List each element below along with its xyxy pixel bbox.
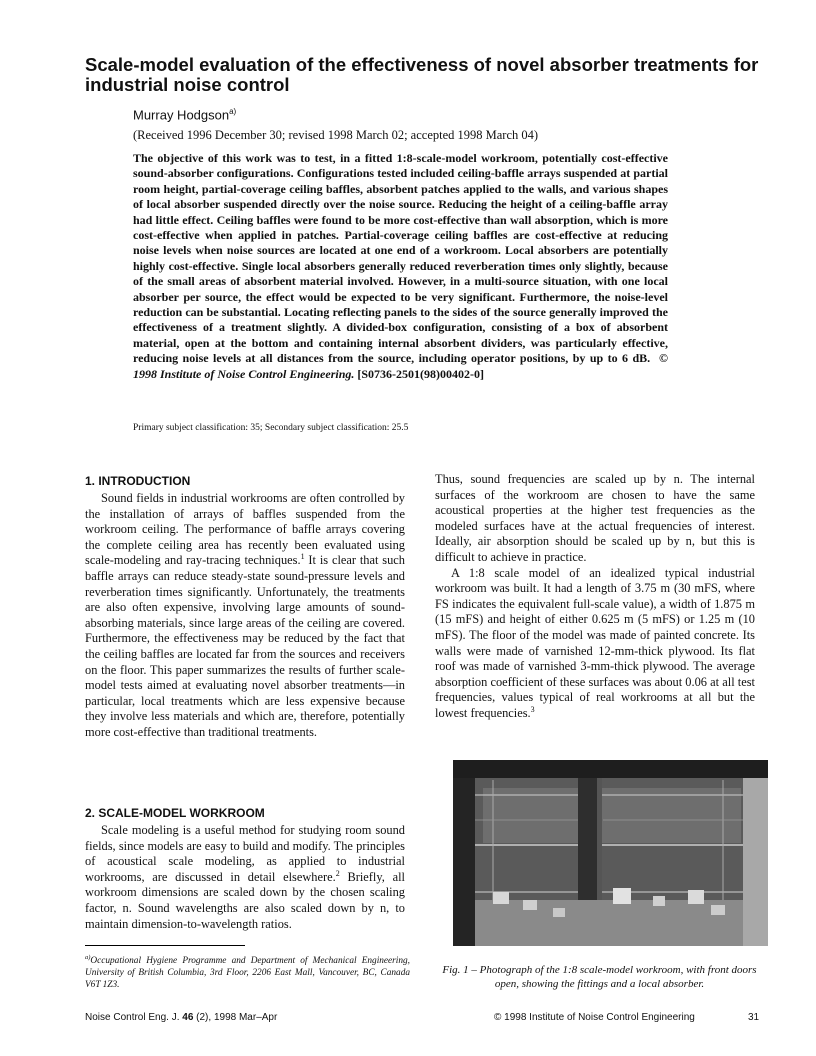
paper-title: Scale-model evaluation of the effectiveness of novel absorber treatments for industrial noise control — [85, 54, 759, 95]
model-description-paragraph — [435, 566, 755, 722]
page-number: 31 — [748, 1012, 760, 1023]
footnote-text: Occupational Hygiene Programme and Department of Mechanical Engineering, University of British Columbia, 3rd Floor, 2206 East Mall, Vancouver, BC, Canada V6T 1Z3. — [85, 956, 410, 990]
reference-2: 2 — [335, 868, 340, 878]
section-heading-scale-model: 2. SCALE-MODEL WORKROOM — [85, 806, 265, 820]
received-dates: (Received 1996 December 30; revised 1998 March 02; accepted 1998 March 04) — [133, 128, 539, 142]
abstract — [133, 151, 668, 382]
model-text: A 1:8 scale model of an idealized typical industrial workroom was built. It had a length of 3.75 m (30 mFS, where FS indicates the equivalent full-scale value), a width of 1.875 m (15 mFS) and height of either 0.625 m (5 mFS) or 1.25 m (10 mFS). The floor of the model was made of painted concrete. Its walls were made of varnished 12-mm-thick plywood. Its flat roof was made of varnished 3-mm-thick plywood. The average absorption coefficient of these surfaces was about 0.06 at all test frequencies, values typical of real workrooms at all but the lowest frequencies. — [435, 565, 755, 720]
introduction-paragraph — [85, 491, 405, 741]
scale-text-b: Briefly, all workroom dimensions are scaled down by the chosen scaling factor, n. Sound wavelengths are also scaled down by n, to maintain dimension-to-wavelength ratios. — [85, 869, 405, 931]
scale-model-paragraph-cont: Thus, sound frequencies are scaled up by n. The internal surfaces of the workroom are chosen to have the same acoustical properties at the higher test frequencies as the modeled surfaces have at the actual frequencies of interest. Ideally, air absorption should be scaled up by n, but this is difficult to achieve in practice. — [435, 472, 755, 564]
intro-text-b: It is clear that such baffle arrays can reduce steady-state sound-pressure levels and reverberation times significantly. Unfortunately, the treatments are also often expensive, involving large amounts of sound-absorbing materials, since large areas of the ceiling are covered. Furthermore, the effectiveness may be reduced by the fact that the ceiling baffles are located far from the sources and receivers on the floor. This paper summarizes the results of further scale-model tests aimed at evaluating novel absorber treatments—in particular, local treatments which are less expensive because they involve less materials and which are, therefore, potentially more cost-effective than traditional treatments. — [85, 553, 405, 739]
scale-model-text-left — [85, 823, 405, 932]
journal-citation — [85, 1012, 277, 1023]
abstract-doi: [S0736-2501(98)00402-0] — [357, 366, 485, 381]
author-affiliation-footnote — [85, 952, 410, 991]
abstract-copyright: © 1998 Institute of Noise Control Engineering. — [133, 351, 668, 381]
footnote-mark: a) — [85, 954, 91, 961]
subject-classification: Primary subject classification: 35; Secondary subject classification: 25.5 — [133, 423, 409, 433]
author-name: Murray Hodgson — [133, 107, 230, 123]
scale-model-photo — [453, 760, 768, 946]
author — [133, 107, 236, 122]
journal-volume: 46 — [182, 1012, 194, 1023]
author-footnote-mark: a) — [229, 107, 237, 116]
journal-name: Noise Control Eng. J. — [85, 1012, 183, 1023]
abstract-body: The objective of this work was to test, in a fitted 1:8-scale-model workroom, potentially cost-effective sound-absorber configurations. Configurations tested included ceiling-baffle arrays suspended at partial room height, partial-coverage ceiling baffles, absorbent patches applied to the walls, and various shapes of local absorber suspended directly over the noise source. Reducing the height of a ceiling-baffle array had little effect. Ceiling baffles were found to be more cost-effective than wall absorption, which is more cost-effective when applied in patches. Partial-coverage ceiling baffles are cost-effective at reducing noise levels when noise sources are located at one end of a workroom. Local absorbers are potentially highly cost-effective. Single local absorbers generally reduced reverberation times only slightly, because of the small areas of absorbent material involved. However, in a multi-source situation, with one local absorber per source, the effect would be expected to be very significant. Furthermore, the noise-level reduction can be substantial. Locating reflecting panels to the sides of the source generally improved the effectiveness of a treatment slightly. A divided-box configuration, consisting of a box of absorbent material, open at the bottom and containing internal absorbent dividers, was particularly effective, reducing noise levels at all distances from the source, including operator positions, by up to 6 dB. — [133, 151, 668, 366]
scale-model-text-right — [435, 472, 755, 722]
reference-1: 1 — [300, 552, 305, 562]
intro-text-a: Sound fields in industrial workrooms are often controlled by the installation of arrays of baffles suspended from the workroom ceiling. The performance of baffle arrays covering the complete ceiling area has recently been evaluated using scale-modeling and ray-tracing techniques. — [85, 491, 405, 568]
reference-3: 3 — [530, 704, 535, 714]
footnote-rule — [85, 945, 245, 946]
scale-model-paragraph — [85, 823, 405, 932]
footer-copyright: © 1998 Institute of Noise Control Engineering — [494, 1012, 695, 1023]
figure-caption: Fig. 1 – Photograph of the 1:8 scale-model workroom, with front doors open, showing the fittings and a local absorber. — [442, 964, 757, 990]
introduction-text — [85, 491, 405, 741]
scale-text-a: Scale modeling is a useful method for studying room sound fields, since models are easy to build and modify. The principles of acoustical scale modeling, as applied to industrial workrooms, are discussed in detail elsewhere. — [85, 823, 405, 884]
section-heading-introduction: 1. INTRODUCTION — [85, 474, 191, 488]
journal-issue: (2), 1998 Mar–Apr — [193, 1012, 278, 1023]
scale-model-photo-image — [453, 760, 768, 946]
